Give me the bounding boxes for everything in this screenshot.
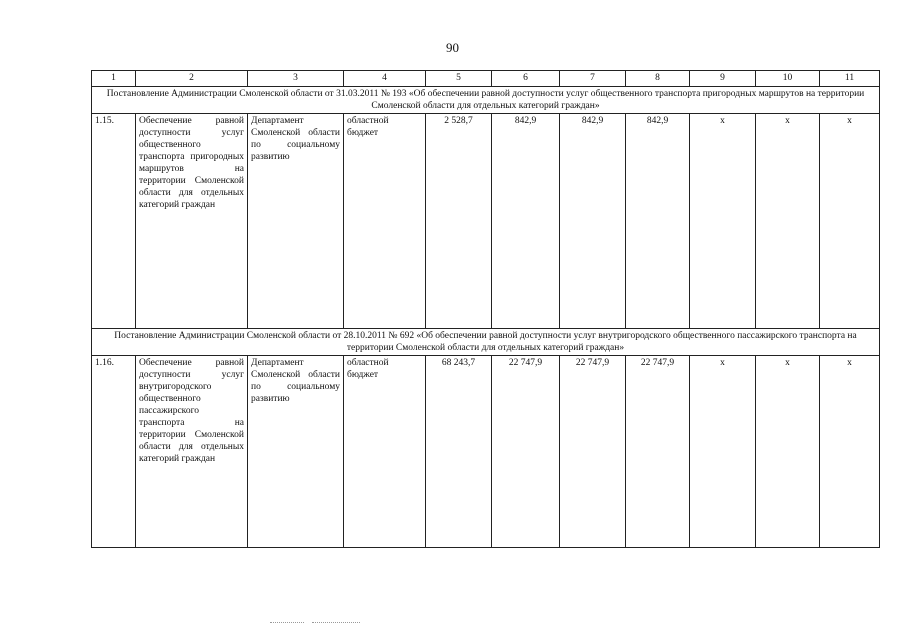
column-11-value: х xyxy=(820,114,880,329)
column-number: 9 xyxy=(690,71,756,87)
column-number: 1 xyxy=(92,71,136,87)
funding-total: 68 243,7 xyxy=(426,356,492,548)
column-10-value: х xyxy=(756,356,820,548)
funding-year-3: 22 747,9 xyxy=(626,356,690,548)
measure-name: Обеспечение равной доступности услуг общественного транспорта пригородных маршрутов на территории Смоленской области для отдельных категорий граждан xyxy=(136,114,248,329)
column-number: 7 xyxy=(560,71,626,87)
row-number: 1.15. xyxy=(92,114,136,329)
column-10-value: х xyxy=(756,114,820,329)
column-number: 5 xyxy=(426,71,492,87)
funding-year-3: 842,9 xyxy=(626,114,690,329)
funding-year-2: 842,9 xyxy=(560,114,626,329)
column-number: 6 xyxy=(492,71,560,87)
funding-year-1: 22 747,9 xyxy=(492,356,560,548)
funding-source: областной бюджет xyxy=(344,356,426,548)
decree-row xyxy=(92,87,880,114)
column-number: 10 xyxy=(756,71,820,87)
measure-name: Обеспечение равной доступности услуг внутригородского общественного пассажирского транспорта на территории Смоленской области для отдельных категорий граждан xyxy=(136,356,248,548)
funding-year-1: 842,9 xyxy=(492,114,560,329)
scan-artifact xyxy=(312,622,360,624)
column-number-row xyxy=(92,71,880,87)
executor: Департамент Смоленской области по социальному развитию xyxy=(248,356,344,548)
column-number: 4 xyxy=(344,71,426,87)
page-number: 90 xyxy=(446,40,459,55)
column-number: 11 xyxy=(820,71,880,87)
column-number: 8 xyxy=(626,71,690,87)
decree-title: Постановление Администрации Смоленской области от 31.03.2011 № 193 «Об обеспечении равной доступности услуг общественного транспорта пригородных маршрутов на территории Смоленской области для отдельных категорий граждан» xyxy=(92,87,880,114)
program-table xyxy=(91,70,880,548)
column-11-value: х xyxy=(820,356,880,548)
funding-year-2: 22 747,9 xyxy=(560,356,626,548)
column-number: 2 xyxy=(136,71,248,87)
scan-artifact xyxy=(270,622,304,624)
decree-row xyxy=(92,329,880,356)
table-row xyxy=(92,356,880,548)
funding-source: областной бюджет xyxy=(344,114,426,329)
funding-total: 2 528,7 xyxy=(426,114,492,329)
column-9-value: х xyxy=(690,356,756,548)
row-number: 1.16. xyxy=(92,356,136,548)
decree-title: Постановление Администрации Смоленской области от 28.10.2011 № 692 «Об обеспечении равной доступности услуг внутригородского общественного пассажирского транспорта на территории Смоленской области для отдельных категорий граждан» xyxy=(92,329,880,356)
table-row xyxy=(92,114,880,329)
column-number: 3 xyxy=(248,71,344,87)
executor: Департамент Смоленской области по социальному развитию xyxy=(248,114,344,329)
column-9-value: х xyxy=(690,114,756,329)
